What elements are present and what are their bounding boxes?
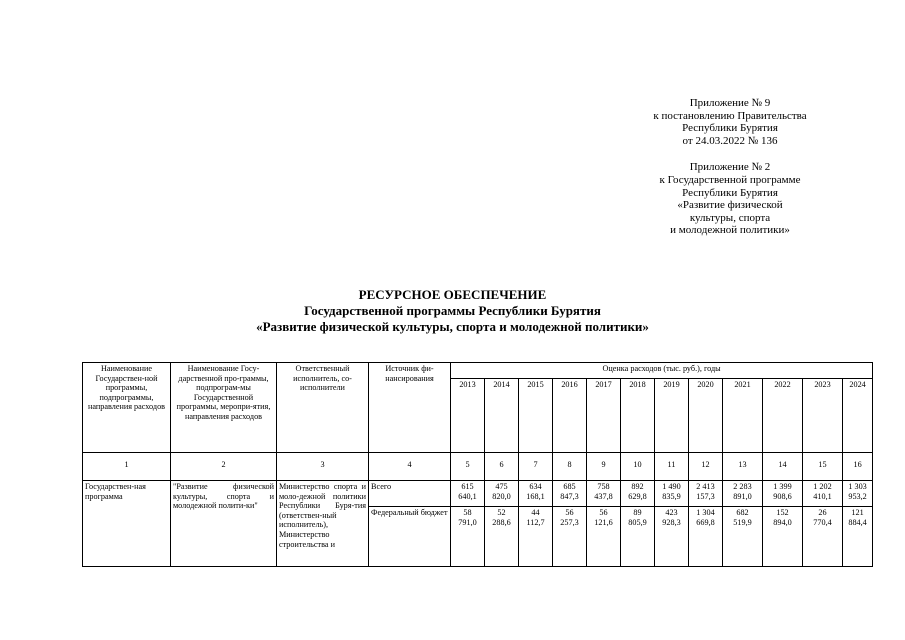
annex-line: от 24.03.2022 № 136 [682, 134, 778, 147]
header-cell-name: Наименование Госу-дарственной про-граммы, подпрограм-мы Государственной программы, меропри-ятия, направления расходов [171, 363, 277, 453]
annex-line: Республики Бурятия [682, 186, 778, 199]
column-number-cell: 11 [655, 453, 689, 481]
annex-line: культуры, спорта [689, 211, 771, 224]
annex-line: и молодежной политики» [670, 224, 790, 237]
column-number-cell: 9 [587, 453, 621, 481]
value-cell: 475 820,0 [485, 481, 519, 507]
value-cell: 89 805,9 [621, 507, 655, 567]
column-number-cell: 12 [689, 453, 723, 481]
value-cell: 1 304 669,8 [689, 507, 723, 567]
column-number-cell: 8 [553, 453, 587, 481]
value-cell: 615 640,1 [451, 481, 485, 507]
year-header-cell: 2018 [621, 379, 655, 453]
year-header-cell: 2017 [587, 379, 621, 453]
source-cell: Федеральный бюджет [369, 507, 451, 567]
header-cell-source: Источник фи-нансирования [369, 363, 451, 453]
year-header-cell: 2024 [843, 379, 873, 453]
row-type-cell: Государствен-ная программа [83, 481, 171, 567]
column-numbers-row [83, 453, 873, 481]
year-header-cell: 2016 [553, 379, 587, 453]
column-number-cell: 13 [723, 453, 763, 481]
value-cell: 758 437,8 [587, 481, 621, 507]
value-cell: 1 303 953,2 [843, 481, 873, 507]
document-title [0, 287, 905, 335]
annex-line: «Развитие физической [677, 199, 783, 212]
title-line: «Развитие физической культуры, спорта и молодежной политики» [256, 319, 649, 334]
annex-line: Приложение № 2 [689, 161, 771, 174]
column-number-cell: 2 [171, 453, 277, 481]
title-line: РЕСУРСНОЕ ОБЕСПЕЧЕНИЕ [358, 287, 547, 302]
column-number-cell: 4 [369, 453, 451, 481]
year-header-cell: 2021 [723, 379, 763, 453]
year-header-cell: 2013 [451, 379, 485, 453]
annex-line: к Государственной программе [659, 173, 801, 186]
value-cell: 152 894,0 [763, 507, 803, 567]
year-header-cell: 2023 [803, 379, 843, 453]
title-line: Государственной программы Республики Бурятия [304, 303, 601, 318]
header-cell-program: Наименование Государствен-ной программы, подпрограммы, направления расходов [83, 363, 171, 453]
value-cell: 26 770,4 [803, 507, 843, 567]
row-name-cell: "Развитие физической культуры, спорта и молодежной полити-ки" [171, 481, 277, 567]
value-cell: 1 399 908,6 [763, 481, 803, 507]
table-row [83, 481, 873, 507]
column-number-cell: 10 [621, 453, 655, 481]
annex-line: Республики Бурятия [682, 122, 778, 135]
column-number-cell: 7 [519, 453, 553, 481]
value-cell: 1 490 835,9 [655, 481, 689, 507]
source-cell: Всего [369, 481, 451, 507]
value-cell: 56 121,6 [587, 507, 621, 567]
value-cell: 682 519,9 [723, 507, 763, 567]
value-cell: 121 884,4 [843, 507, 873, 567]
value-cell: 634 168,1 [519, 481, 553, 507]
year-header-cell: 2014 [485, 379, 519, 453]
header-row [83, 363, 873, 379]
value-cell: 892 629,8 [621, 481, 655, 507]
column-number-cell: 3 [277, 453, 369, 481]
value-cell: 685 847,3 [553, 481, 587, 507]
annex-block [560, 97, 900, 237]
resource-table [82, 362, 873, 567]
year-header-cell: 2020 [689, 379, 723, 453]
column-number-cell: 16 [843, 453, 873, 481]
year-header-cell: 2022 [763, 379, 803, 453]
annex-line: Приложение № 9 [689, 97, 771, 109]
value-cell: 423 928,3 [655, 507, 689, 567]
column-number-cell: 14 [763, 453, 803, 481]
year-header-cell: 2019 [655, 379, 689, 453]
column-number-cell: 1 [83, 453, 171, 481]
year-header-cell: 2015 [519, 379, 553, 453]
header-cell-estimate: Оценка расходов (тыс. руб.), годы [451, 363, 873, 379]
value-cell: 58 791,0 [451, 507, 485, 567]
value-cell: 2 283 891,0 [723, 481, 763, 507]
value-cell: 52 288,6 [485, 507, 519, 567]
value-cell: 2 413 157,3 [689, 481, 723, 507]
value-cell: 44 112,7 [519, 507, 553, 567]
value-cell: 56 257,3 [553, 507, 587, 567]
annex-line: к постановлению Правительства [653, 109, 807, 122]
column-number-cell: 15 [803, 453, 843, 481]
header-cell-executor: Ответственный исполнитель, со-исполнители [277, 363, 369, 453]
value-cell: 1 202 410,1 [803, 481, 843, 507]
column-number-cell: 6 [485, 453, 519, 481]
row-executor-cell: Министерство спорта и моло-дежной политики Республики Буря-тия (ответствен-ный исполнитель), Министерство строительства и [277, 481, 369, 567]
column-number-cell: 5 [451, 453, 485, 481]
